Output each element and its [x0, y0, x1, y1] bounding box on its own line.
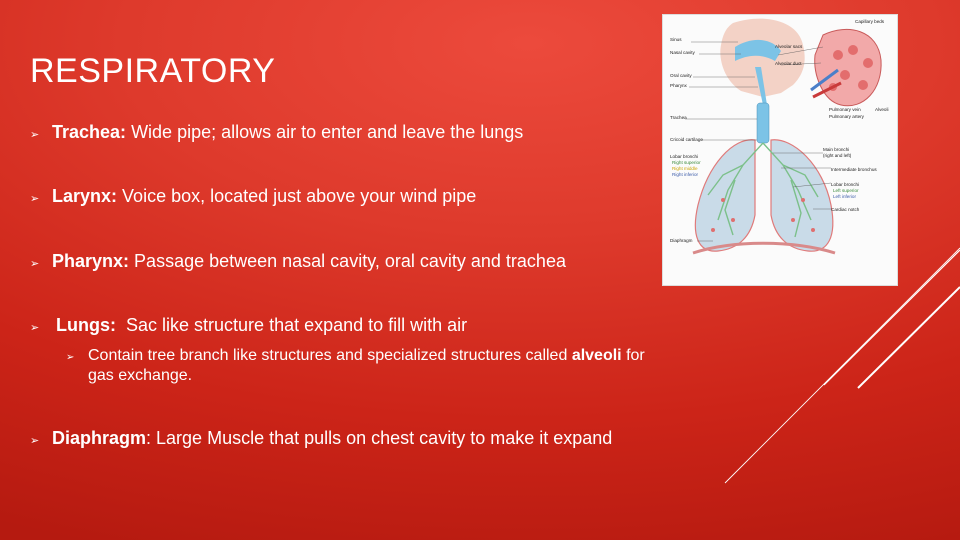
- label-right-superior: Right superior: [672, 160, 701, 165]
- desc-diaphragm: : Large Muscle that pulls on chest cavity to make it expand: [146, 428, 613, 448]
- arrow-bullet-icon: ➢: [30, 435, 40, 447]
- label-capillary-beds: Capillary beds: [855, 19, 885, 24]
- term-larynx: Larynx:: [52, 186, 118, 206]
- term-diaphragm: Diaphragm: [52, 428, 147, 448]
- label-intermediate-bronchus: Intermediate bronchus: [831, 167, 877, 172]
- label-cricoid: Cricoid cartilage: [670, 137, 703, 142]
- label-oral-cavity: Oral cavity: [670, 73, 692, 78]
- desc-lungs: Sac like structure that expand to fill with air: [126, 315, 468, 335]
- desc-pharynx: Passage between nasal cavity, oral cavity and trachea: [134, 251, 566, 271]
- label-alveolar-sacs: Alveolar sacs: [775, 44, 803, 49]
- label-pulmonary-vein: Pulmonary vein: [829, 107, 861, 112]
- alveoli-post: for gas exchange.: [88, 347, 645, 384]
- label-main-bronchi: Main bronchi: [823, 147, 850, 152]
- term-lungs: Lungs:: [56, 315, 116, 335]
- arrow-bullet-icon: ➢: [30, 322, 40, 334]
- arrow-bullet-icon: ➢: [66, 352, 75, 363]
- label-alveoli: Alveoli: [875, 107, 889, 112]
- desc-larynx: Voice box, located just above your wind pipe: [122, 186, 477, 206]
- label-cardiac-notch: Cardiac notch: [831, 207, 860, 212]
- desc-trachea: Wide pipe; allows air to enter and leave the lungs: [131, 122, 524, 142]
- alveoli-inset: [815, 29, 881, 105]
- arrow-bullet-icon: ➢: [30, 193, 40, 205]
- alveoli-pre: Contain tree branch like structures and specialized structures called: [88, 347, 568, 364]
- alveoli-term: alveoli: [571, 347, 622, 364]
- label-left-inferior: Left inferior: [833, 194, 856, 199]
- label-left-superior: Left superior: [833, 188, 859, 193]
- label-right-inferior: Right inferior: [672, 172, 699, 177]
- diagram-svg: [663, 15, 897, 285]
- slide-title: RESPIRATORY: [30, 52, 276, 90]
- label-diaphragm: Diaphragm: [670, 238, 693, 243]
- label-lobar-bronchi: Lobar bronchi: [670, 154, 699, 159]
- diagonal-line: [858, 287, 960, 388]
- arrow-bullet-icon: ➢: [30, 129, 40, 141]
- term-trachea: Trachea:: [52, 122, 127, 142]
- label-alveolar-duct: Alveolar duct: [775, 61, 802, 66]
- label-main-bronchi-sub: (right and left): [823, 153, 852, 158]
- label-trachea: Trachea: [670, 115, 687, 120]
- trachea-shape: [757, 103, 769, 143]
- respiratory-system-diagram: [662, 14, 898, 286]
- label-nasal-cavity: Nasal cavity: [670, 50, 695, 55]
- label-lobar-bronchi-left: Lobar bronchi: [831, 182, 860, 187]
- right-lung-shape: [695, 140, 755, 251]
- label-pulmonary-artery: Pulmonary artery: [829, 114, 864, 119]
- label-right-middle: Right middle: [672, 166, 698, 171]
- label-sinus: Sinus: [670, 37, 682, 42]
- term-pharynx: Pharynx:: [52, 251, 130, 271]
- arrow-bullet-icon: ➢: [30, 258, 40, 270]
- label-pharynx: Pharynx: [670, 83, 687, 88]
